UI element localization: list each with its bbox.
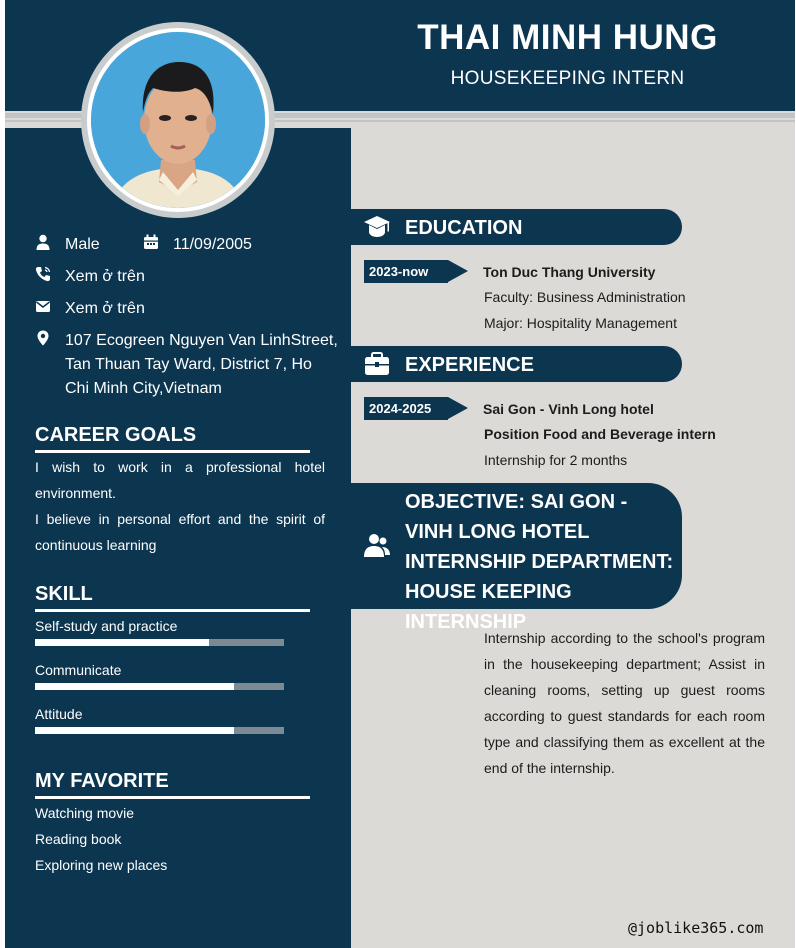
phone-icon [35, 266, 51, 282]
objective-body: Internship according to the school's program in the housekeeping department; Assist in cleaning rooms, setting up guest rooms according to guest standards for each room type and classifying them as excellent at the end of the internship. [484, 630, 765, 776]
candidate-name: THAI MINH HUNG [417, 18, 718, 57]
favorite-heading: MY FAVORITE [35, 770, 169, 792]
skill-bar [35, 639, 284, 646]
email-value: Xem ở trên [65, 300, 145, 317]
experience-period: 2024-2025 [364, 397, 448, 420]
skill-bar-fill [35, 727, 234, 734]
experience-position: Position Food and Beverage intern [484, 426, 716, 442]
objective-heading: OBJECTIVE: SAI GON - VINH LONG HOTEL INTERNSHIP DEPARTMENT: HOUSE KEEPING INTERNSHIP [405, 491, 674, 633]
skill-bar-fill [35, 639, 209, 646]
phone-row [35, 265, 145, 289]
career-goals-heading: CAREER GOALS [35, 424, 197, 446]
skill-name: Self-study and practice [35, 618, 178, 634]
experience-company: Sai Gon - Vinh Long hotel [483, 401, 654, 417]
dob-row [143, 233, 252, 257]
skill-bar [35, 683, 284, 690]
career-goals-rule [35, 450, 310, 453]
skill-bar-fill [35, 683, 234, 690]
candidate-title: HOUSEKEEPING INTERN [450, 68, 685, 89]
skill-name: Attitude [35, 706, 83, 722]
phone-value: Xem ở trên [65, 268, 145, 285]
career-goals-text [35, 454, 325, 558]
education-school: Ton Duc Thang University [483, 264, 656, 280]
career-goal-line: I believe in personal effort and the spirit of continuous learning [35, 511, 325, 553]
avatar [91, 32, 265, 208]
experience-duration: Internship for 2 months [484, 452, 628, 468]
gender-value: Male [65, 236, 100, 253]
skill-bar [35, 727, 284, 734]
favorite-item: Watching movie [35, 805, 135, 821]
watermark: @joblike365.com [628, 919, 764, 937]
experience-heading: EXPERIENCE [405, 354, 534, 376]
education-section-header [351, 209, 682, 245]
dob-value: 11/09/2005 [173, 236, 252, 253]
favorite-rule [35, 796, 310, 799]
education-heading: EDUCATION [405, 217, 523, 239]
user-icon [35, 234, 51, 250]
favorite-item: Exploring new places [35, 857, 168, 873]
mail-icon [35, 298, 51, 314]
education-period: 2023-now [364, 260, 448, 283]
education-major: Major: Hospitality Management [484, 315, 677, 331]
date-tag-arrow [448, 260, 468, 282]
briefcase-icon [363, 351, 391, 377]
users-icon [363, 532, 391, 558]
calendar-icon [143, 234, 159, 250]
experience-section-header [351, 346, 682, 382]
date-tag-arrow [448, 397, 468, 419]
address-value: 107 Ecogreen Nguyen Van LinhStreet, Tan Thuan Tay Ward, District 7, Ho Chi Minh City,Vietnam [65, 332, 338, 397]
skill-name: Communicate [35, 662, 122, 678]
career-goal-line: I wish to work in a professional hotel environment. [35, 459, 325, 501]
gender-row [35, 233, 100, 257]
education-faculty: Faculty: Business Administration [484, 289, 686, 305]
resume-page [5, 0, 795, 948]
location-icon [35, 330, 51, 346]
address-row [35, 329, 340, 401]
graduation-cap-icon [363, 214, 391, 240]
email-row [35, 297, 145, 321]
skill-heading: SKILL [35, 583, 93, 605]
favorite-item: Reading book [35, 831, 122, 847]
skill-rule [35, 609, 310, 612]
